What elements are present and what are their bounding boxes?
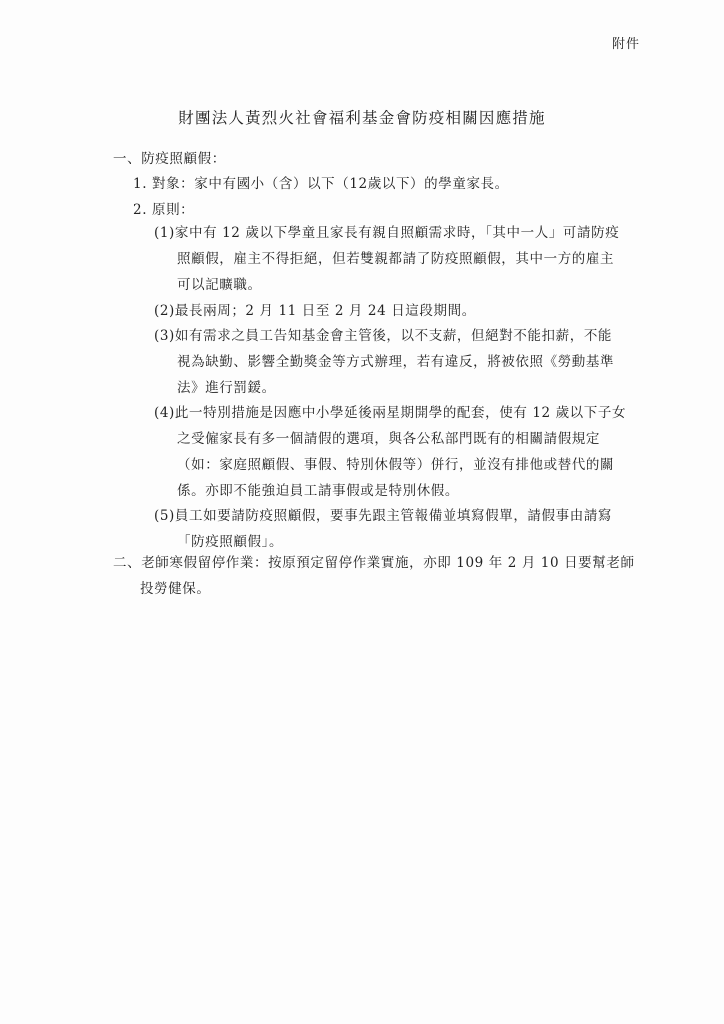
document-title: 財團法人黃烈火社會福利基金會防疫相關因應措施 — [178, 109, 546, 127]
principle-5-line2: 「防疫照顧假」。 — [177, 534, 284, 550]
section1-heading: 一、防疫照顧假： — [113, 151, 226, 167]
section2-line1: 二、老師寒假留停作業：按原預定留停作業實施，亦即 109 年 2 月 10 日要幫老師 — [113, 555, 635, 571]
principle-4-line1: (4)此一特別措施是因應中小學延後兩星期開學的配套，使有 12 歲以下子女 — [154, 405, 627, 421]
attachment-label: 附件 — [612, 37, 641, 52]
principle-4-line3: （如：家庭照顧假、事假、特別休假等）併行，並沒有排他或替代的關 — [177, 457, 615, 473]
principle-1-line2: 照顧假，雇主不得拒絕，但若雙親都請了防疫照顧假，其中一方的雇主 — [177, 251, 615, 267]
principle-1-line3: 可以記曠職。 — [177, 277, 262, 293]
principle-3-line3: 法》進行罰鍰。 — [177, 380, 276, 396]
principle-4-line2: 之受僱家長有多一個請假的選項，與各公私部門既有的相關請假規定 — [177, 431, 600, 447]
principle-5-line1: (5)員工如要請防疫照顧假，要事先跟主管報備並填寫假單，請假事由請寫 — [154, 508, 613, 524]
principle-2-line1: (2)最長兩周；2 月 11 日至 2 月 24 日這段期間。 — [154, 303, 476, 319]
item2-principles: 2. 原則： — [133, 202, 195, 218]
section2-line2: 投勞健保。 — [140, 581, 211, 597]
principle-1-line1: (1)家中有 12 歲以下學童且家長有親自照顧需求時，「其中一人」可請防疫 — [154, 225, 620, 241]
principle-3-line1: (3)如有需求之員工告知基金會主管後，以不支薪，但絕對不能扣薪，不能 — [154, 328, 613, 344]
principle-4-line4: 係。亦即不能強迫員工請事假或是特別休假。 — [177, 483, 459, 499]
item1-target: 1. 對象：家中有國小（含）以下（12歲以下）的學童家長。 — [133, 176, 509, 192]
principle-3-line2: 視為缺勤、影響全勤獎金等方式辦理，若有違反，將被依照《勞動基準 — [177, 354, 615, 370]
